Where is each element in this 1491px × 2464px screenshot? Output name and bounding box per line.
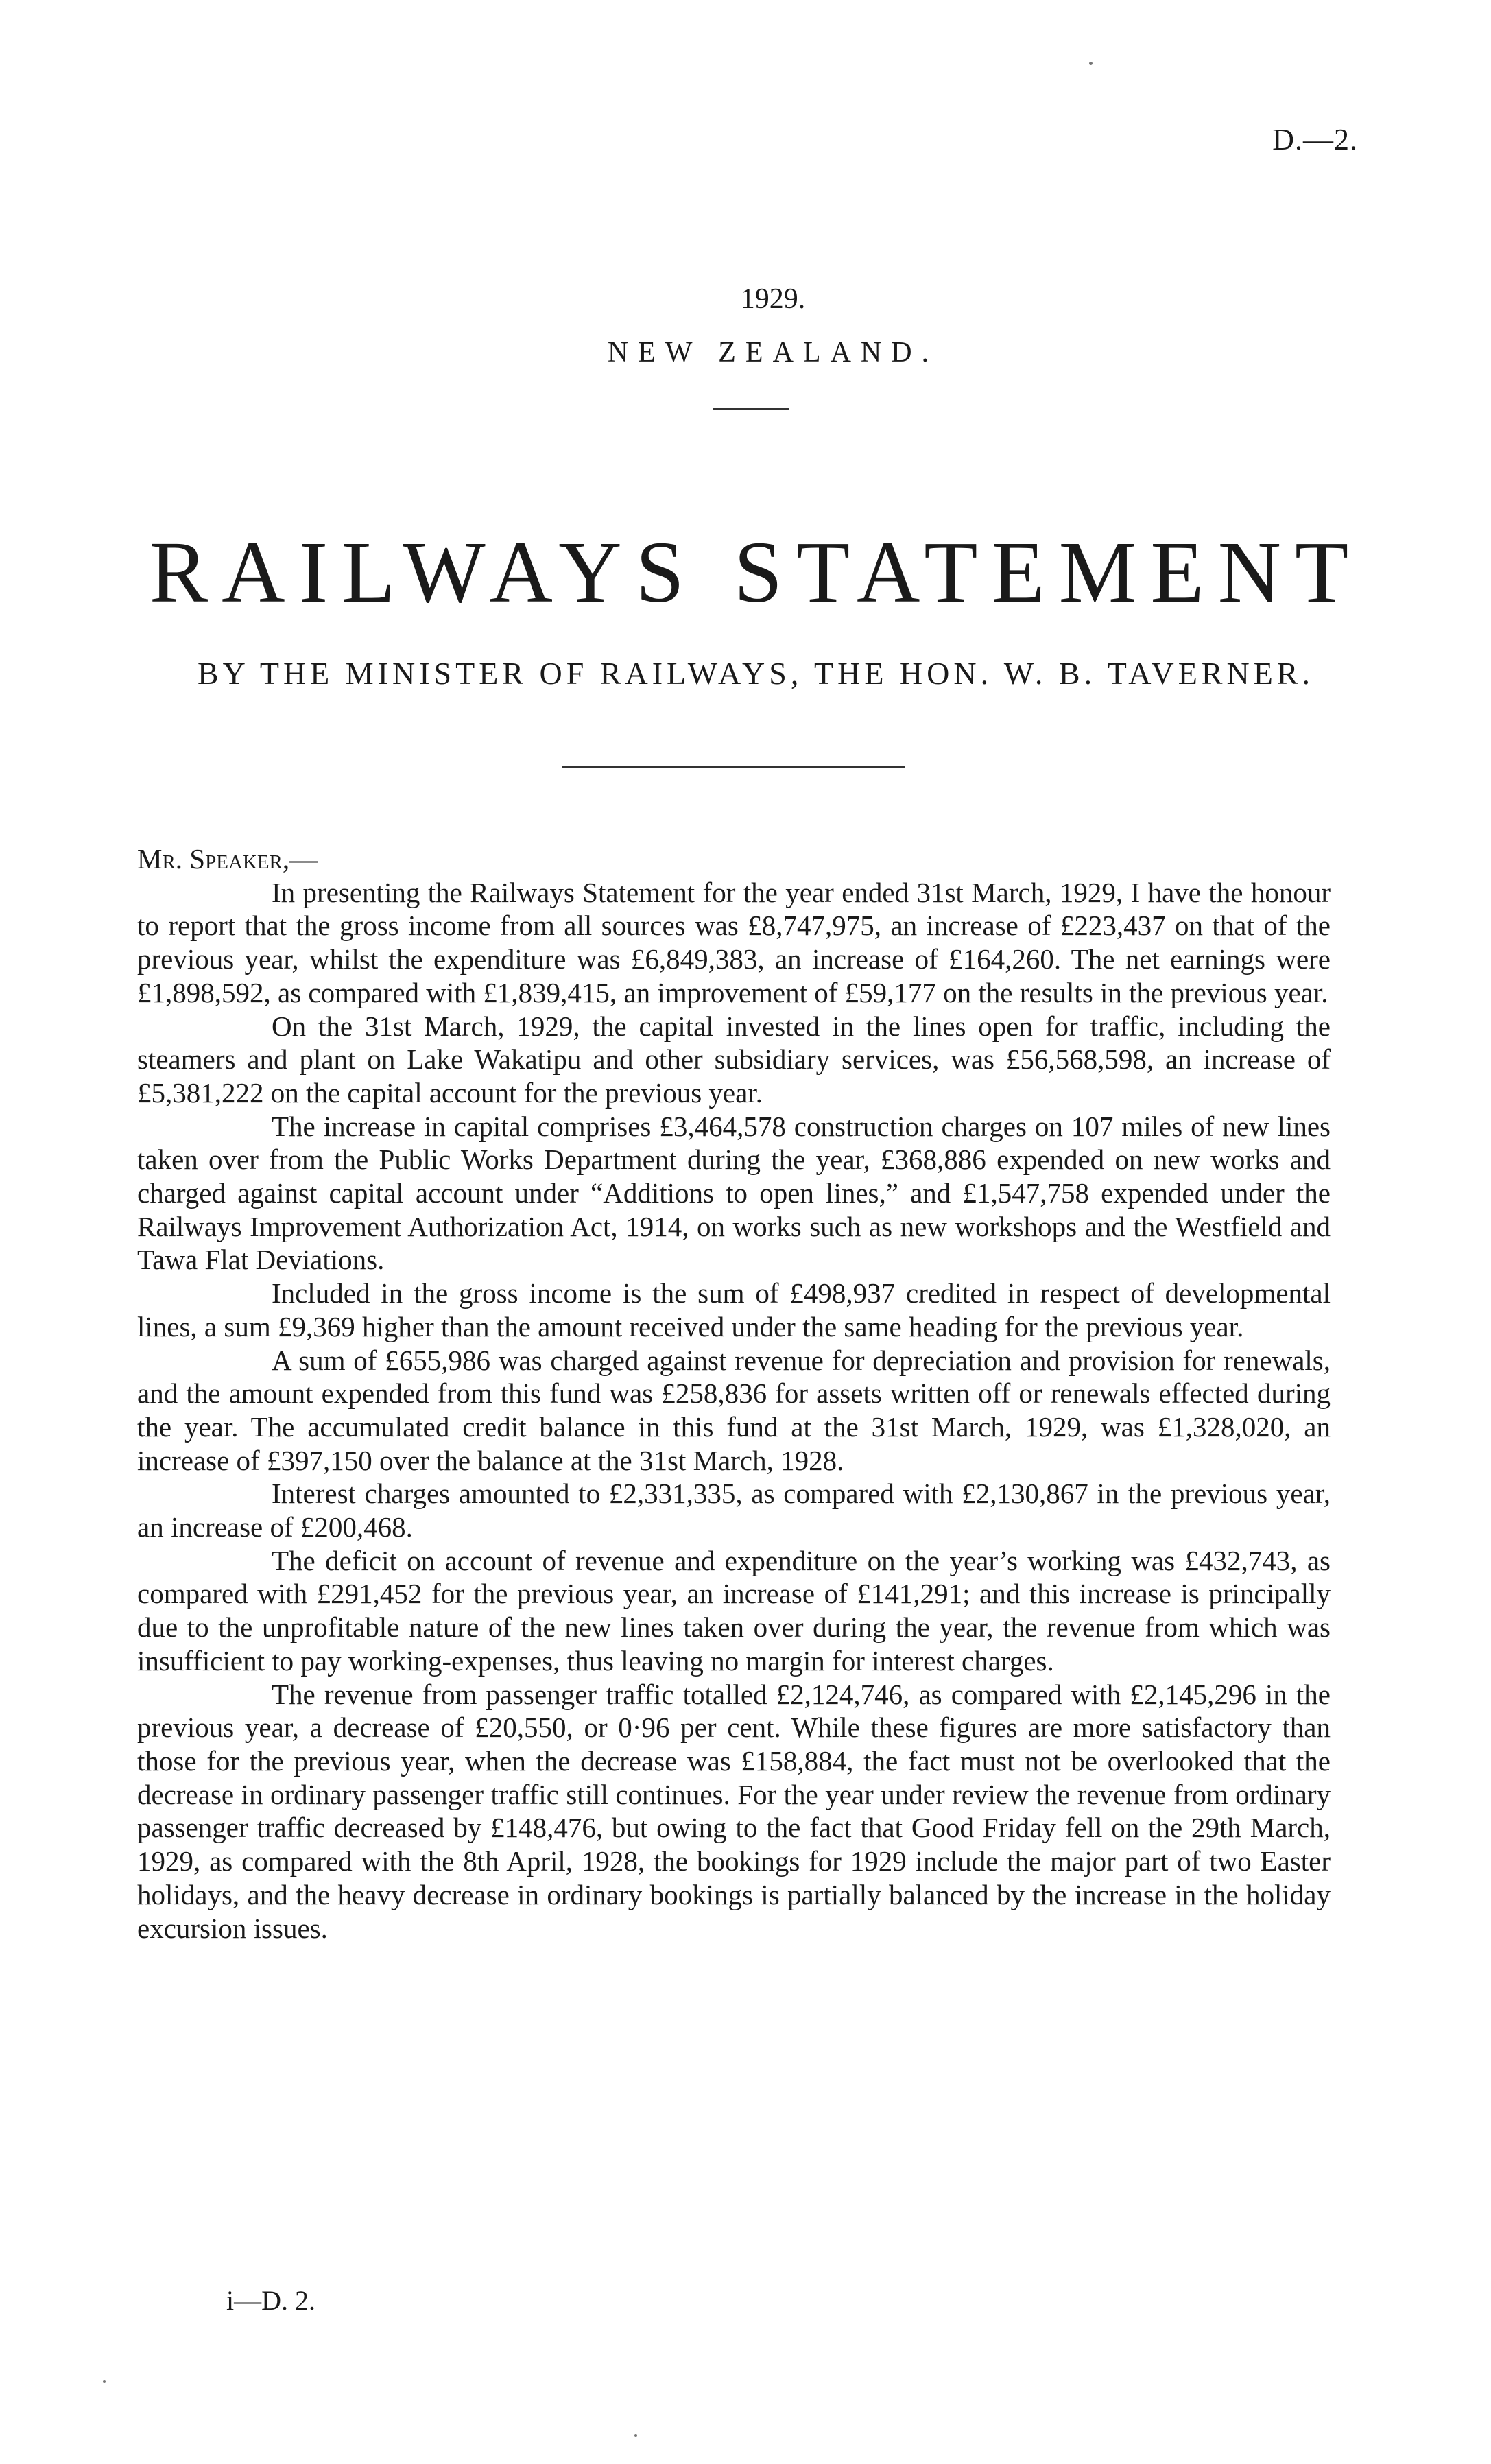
paragraph-developmental-lines: Included in the gross income is the sum of £498,937 credited in respect of developmental lines, a sum £9,369 higher than the amount received under the same heading for the previous year. xyxy=(137,1277,1331,1342)
scan-speck xyxy=(1089,62,1093,65)
document-country: NEW ZEALAND. xyxy=(607,337,939,368)
paragraph-gross-income: In presenting the Railways Statement for the year ended 31st March, 1929, I have the honour to report that the gross income from all sources was £8,747,975, an increase of £223,437 on that of the previous year, whilst the expenditure was £6,849,383, an increase of £164,260. The net earnings were £1,898,592, as compared with £1,839,415, an improvement of £59,177 on the results in the previous year. xyxy=(137,876,1331,1008)
scan-speck xyxy=(634,2434,637,2437)
document-reference: D.—2. xyxy=(1272,123,1358,156)
paragraph-deficit: The deficit on account of revenue and expenditure on the year’s working was £432,743, as compared with £291,452 for the previous year, an increase of £141,291; and this increase is principally due to the unprofitable nature of the new lines taken over during the year, the revenue from which was insufficient to pay working-expenses, thus leaving no margin for interest charges. xyxy=(137,1544,1331,1677)
footer-signature: i—D. 2. xyxy=(226,2285,315,2316)
paragraph-passenger-revenue: The revenue from passenger traffic totalled £2,124,746, as compared with £2,145,296 in the previous year, a decrease of £20,550, or 0·96 per cent. While these figures are more satisfactory than those for the previous year, when the decrease was £158,884, the fact must not be overlooked that the decrease in ordinary passenger traffic still continues. For the year under review the revenue from ordinary passenger traffic decreased by £148,476, but owing to the fact that Good Friday fell on the 29th March, 1929, as compared with the 8th April, 1928, the bookings for 1929 include the major part of two Easter holidays, and the heavy decrease in ordinary bookings is partially balanced by the increase in the holiday excursion issues. xyxy=(137,1678,1331,1944)
statement-body xyxy=(137,842,1331,1945)
title-divider xyxy=(562,766,905,768)
page-subtitle: BY THE MINISTER OF RAILWAYS, THE HON. W. B. TAVERNER. xyxy=(198,656,1314,691)
paragraph-interest-charges: Interest charges amounted to £2,331,335, as compared with £2,130,867 in the previous year, an increase of £200,468. xyxy=(137,1478,1331,1543)
salutation: Mr. Speaker,— xyxy=(137,843,318,875)
page-title: RAILWAYS STATEMENT xyxy=(149,523,1363,621)
title-divider-short xyxy=(713,408,789,410)
scan-speck xyxy=(103,2380,106,2383)
paragraph-capital-increase: The increase in capital comprises £3,464,578 construction charges on 107 miles of new lines taken over from the Public Works Department during the year, £368,886 expended on new works and charged against capital account under “Additions to open lines,” and £1,547,758 expended under the Railways Improvement Authorization Act, 1914, on works such as new workshops and the Westfield and Tawa Flat Deviations. xyxy=(137,1110,1331,1276)
document-year: 1929. xyxy=(740,283,806,315)
paragraph-capital-invested: On the 31st March, 1929, the capital invested in the lines open for traffic, including the steamers and plant on Lake Wakatipu and other subsidiary services, was £56,568,598, an increase of £5,381,222 on the capital account for the previous year. xyxy=(137,1010,1331,1109)
paragraph-depreciation: A sum of £655,986 was charged against revenue for depreciation and provision for renewals, and the amount expended from this fund was £258,836 for assets written off or renewals effected during the year. The accumulated credit balance in this fund at the 31st March, 1929, was £1,328,020, an increase of £397,150 over the balance at the 31st March, 1928. xyxy=(137,1344,1331,1476)
